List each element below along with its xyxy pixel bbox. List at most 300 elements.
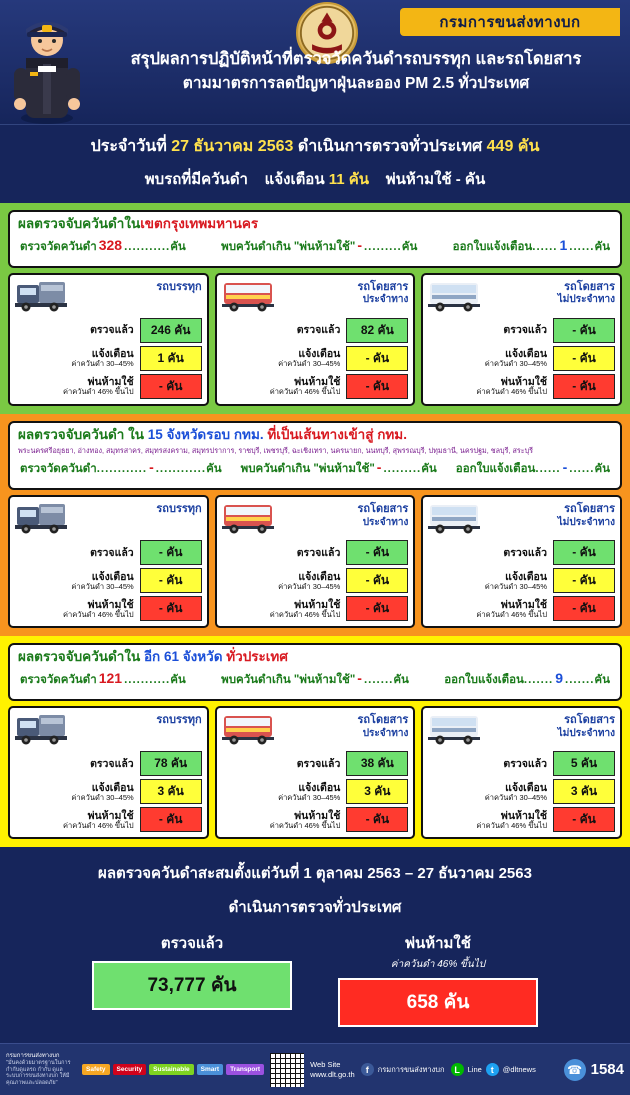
accum-line-1: ผลตรวจควันดำสะสมตั้งแต่วันที่ 1 ตุลาคม 2563 – 27 ธันวาคม 2563 (98, 865, 532, 883)
row-label-main: พ่นห้ามใช้ (87, 809, 134, 822)
row-label-sub: ค่าควันดำ 30–45% (71, 581, 134, 591)
card-top (428, 279, 615, 315)
row-label (15, 374, 137, 399)
row-inspected (15, 318, 202, 343)
qr-code-icon (270, 1053, 304, 1087)
row-label-main: พ่นห้ามใช้ (294, 376, 341, 389)
tag-safety: Safety (82, 1064, 110, 1075)
stat-unit: คัน (594, 674, 610, 687)
stat-dots: ...... (532, 240, 558, 253)
row-label (428, 346, 550, 371)
tag-transport: Transport (226, 1064, 264, 1075)
tag-sustainable: Sustainable (149, 1064, 193, 1075)
row-label-main: แจ้งเตือน (505, 781, 548, 794)
row-value: - คัน (553, 596, 615, 621)
row-label-main: แจ้งเตือน (505, 570, 548, 583)
card-title-main: รถโดยสาร (564, 503, 616, 516)
stat-label: ตรวจวัดควันดำ (20, 674, 97, 687)
card-title-sub: ไม่ประจำทาง (557, 294, 616, 306)
row-label-main: แจ้งเตือน (91, 570, 134, 583)
stat-dots: ........... (124, 240, 171, 253)
card-top (428, 712, 615, 748)
truck-icon (15, 279, 67, 313)
stat-unit: คัน (170, 674, 186, 687)
stat-label: พบควันดำเกิน "พ่นห้ามใช้" (221, 674, 356, 687)
stat-dots: ......... (363, 240, 402, 253)
hotline-number: 1584 (590, 1061, 624, 1079)
row-inspected (222, 540, 409, 565)
summary-date: 27 ธันวาคม 2563 (171, 138, 294, 155)
facebook-name[interactable]: กรมการขนส่งทางบก (377, 1064, 445, 1074)
line-icon[interactable]: L (451, 1063, 464, 1076)
row-label-main: พ่นห้ามใช้ (500, 598, 548, 611)
stat-unit: คัน (170, 240, 186, 253)
row-label-main: แจ้งเตือน (298, 781, 341, 794)
row-label-main: แจ้งเตือน (91, 781, 134, 794)
card-title (71, 712, 202, 727)
card-title (484, 501, 615, 528)
footer-org-slogan: "มั่นคงด้วยมาตรฐานในการกำกับดูแลรถ กำกับ ดูแล ระบบการขนส่งทางบก ให้มีคุณภาพและปลอดภัย" (6, 1060, 71, 1087)
row-label-main: พ่นห้ามใช้ (87, 376, 134, 389)
coach-icon (428, 501, 480, 535)
stat-value: 9 (555, 670, 564, 687)
title-highlight: 15 จังหวัดรอบ กทม. (147, 426, 264, 442)
card-title-main: รถโดยสาร (564, 714, 616, 727)
stat-value: 1 (559, 236, 568, 253)
summary-total: 449 คัน (486, 138, 540, 155)
department-badge: กรมการขนส่งทางบก (400, 8, 620, 36)
accum-col-2-head: พ่นห้ามใช้ (405, 935, 471, 953)
page-title-line2: ตามมาตรการลดปัญหาฝุ่นละออง PM 2.5 ทั่วประเทศ (182, 74, 530, 92)
tag-security: Security (113, 1064, 147, 1075)
summary-found-label: พบรถที่มีควันดำ (144, 171, 248, 188)
tag-smart: Smart (197, 1064, 223, 1075)
row-label-main: ตรวจแล้ว (296, 757, 341, 770)
card-bus-scheduled (215, 273, 416, 406)
row-label-sub: ค่าควันดำ 46% ขึ้นไป (476, 387, 548, 397)
row-value: - คัน (553, 346, 615, 371)
row-label (15, 779, 137, 804)
row-label-main: ตรวจแล้ว (296, 324, 341, 337)
row-label-sub: ค่าควันดำ 30–45% (484, 581, 548, 591)
row-value: - คัน (346, 568, 408, 593)
row-label (222, 346, 344, 371)
row-value: - คัน (346, 596, 408, 621)
website-url[interactable]: www.dlt.go.th (310, 1069, 355, 1079)
bus-icon (222, 501, 274, 535)
stat-inspected (20, 670, 186, 689)
card-title-main: รถโดยสาร (357, 714, 409, 727)
accum-col-2-sub: ค่าควันดำ 46% ขึ้นไป (390, 959, 486, 971)
row-label-sub: ค่าควันดำ 30–45% (71, 792, 134, 802)
stat-unit: คัน (206, 463, 222, 476)
row-warning (428, 568, 615, 593)
row-value: 82 คัน (346, 318, 408, 343)
stat-unit: คัน (594, 240, 610, 253)
card-bus-nonscheduled (421, 495, 622, 628)
row-value: - คัน (346, 540, 408, 565)
footer-org (6, 1053, 76, 1087)
stat-label: พบควันดำเกิน "พ่นห้ามใช้" (240, 463, 375, 476)
row-label-main: ตรวจแล้ว (296, 546, 341, 559)
stat-dots: ............ (96, 463, 148, 476)
card-title-main: รถบรรทุก (156, 714, 202, 727)
accum-col-2-value: 658 คัน (338, 978, 538, 1027)
summary-line-2 (0, 167, 630, 191)
card-top (222, 279, 409, 315)
footer-social[interactable] (361, 1063, 445, 1076)
row-label-sub: ค่าควันดำ 30–45% (278, 792, 341, 802)
stat-dots-2: ....... (565, 674, 595, 687)
bus-icon (222, 712, 274, 746)
card-title-sub: ไม่ประจำทาง (557, 727, 616, 739)
row-banned (428, 374, 615, 399)
stat-unit: คัน (594, 463, 610, 476)
section-61-provinces (0, 636, 630, 847)
row-label-sub: ค่าควันดำ 46% ขึ้นไป (476, 609, 548, 619)
stat-label: ออกใบแจ้งเตือน (452, 240, 533, 253)
summary-warn-label: แจ้งเตือน (264, 171, 325, 188)
row-label (15, 540, 137, 565)
row-label (15, 596, 137, 621)
row-value: - คัน (346, 374, 408, 399)
section-15-province-list: พระนครศรีอยุธยา, อ่างทอง, สมุทรสาคร, สมุทรสงคราม, สมุทรปราการ, ราชบุรี, เพชรบุรี, ฉะเชิงเทรา, นครนายก, นนทบุรี, สุพรรณบุรี, ปทุมธานี, นครปฐม, ชลบุรี, สระบุรี (18, 445, 533, 455)
row-banned (428, 807, 615, 832)
row-label-sub: ค่าควันดำ 46% ขึ้นไป (269, 387, 341, 397)
row-label-sub: ค่าควันดำ 46% ขึ้นไป (476, 820, 548, 830)
coach-icon (428, 712, 480, 746)
card-title-sub: ประจำทาง (362, 516, 409, 528)
summary-mid: ดำเนินการตรวจทั่วประเทศ (293, 138, 487, 155)
stat-dots: ........... (124, 674, 171, 687)
footer-tags (82, 1064, 264, 1075)
summary-ban-label: พ่นห้ามใช้ - คัน (385, 171, 486, 188)
row-label-sub: ค่าควันดำ 30–45% (71, 359, 134, 369)
section-61-cards (8, 706, 622, 839)
row-label-sub: ค่าควันดำ 30–45% (484, 359, 548, 369)
stat-unit: คัน (393, 674, 409, 687)
section-15-header (8, 421, 622, 491)
row-inspected (428, 540, 615, 565)
row-label (15, 346, 137, 371)
row-value: - คัน (346, 346, 408, 371)
stat-unit: คัน (421, 463, 437, 476)
row-label-main: ตรวจแล้ว (503, 757, 548, 770)
row-value: 38 คัน (346, 751, 408, 776)
card-truck (8, 273, 209, 406)
title-prefix: ผลตรวจจับควันดำใน (18, 216, 141, 231)
card-top (222, 501, 409, 537)
title-prefix: ผลตรวจจับควันดำใน (18, 649, 144, 665)
stat-exceeded (221, 670, 409, 689)
row-value: 5 คัน (553, 751, 615, 776)
row-label-main: ตรวจแล้ว (503, 324, 548, 337)
title-highlight: อีก 61 จังหวัด (143, 649, 223, 665)
row-label-sub: ค่าควันดำ 46% ขึ้นไป (63, 387, 134, 397)
daily-summary (0, 124, 630, 203)
row-warning (222, 346, 409, 371)
section-15-title (18, 427, 612, 444)
row-banned (428, 596, 615, 621)
section-bangkok-cards (8, 273, 622, 406)
stat-label: ตรวจวัดควันดำ (20, 240, 97, 253)
row-label (428, 779, 550, 804)
row-value: 3 คัน (553, 779, 615, 804)
row-label-main: พ่นห้ามใช้ (500, 809, 548, 822)
stat-inspected (20, 459, 222, 478)
card-title-sub: ประจำทาง (362, 727, 409, 739)
card-title (278, 501, 409, 528)
stat-label: ออกใบแจ้งเตือน (455, 463, 536, 476)
summary-line-1 (0, 134, 630, 159)
card-title (71, 501, 202, 516)
stat-value: - (376, 459, 382, 476)
phone-icon: ☎ (564, 1059, 586, 1081)
row-value: 1 คัน (140, 346, 202, 371)
card-title (278, 279, 409, 306)
row-label-main: ตรวจแล้ว (90, 324, 134, 337)
footer-bar (0, 1043, 630, 1095)
row-label (222, 374, 344, 399)
stat-value: 121 (98, 670, 123, 687)
row-label-main: พ่นห้ามใช้ (294, 809, 341, 822)
stat-value: 328 (98, 236, 123, 253)
accum-columns (10, 931, 620, 1027)
card-top (15, 712, 202, 748)
row-warning (15, 779, 202, 804)
row-warning (222, 779, 409, 804)
row-value: - คัน (553, 568, 615, 593)
section-bangkok-title (18, 216, 612, 233)
row-warning (15, 346, 202, 371)
section-bangkok (0, 203, 630, 414)
card-bus-scheduled (215, 495, 416, 628)
row-value: - คัน (553, 540, 615, 565)
footer-website[interactable] (310, 1060, 355, 1080)
row-value: - คัน (140, 596, 202, 621)
twitter-handle[interactable]: @dltnews (502, 1065, 536, 1075)
row-label (222, 318, 344, 343)
stat-dots-2: ............ (155, 463, 207, 476)
row-label (428, 374, 550, 399)
summary-warn-value: 11 คัน (328, 171, 370, 188)
card-title-main: รถโดยสาร (357, 280, 409, 293)
row-value: 246 คัน (140, 318, 202, 343)
row-label (222, 779, 344, 804)
card-title-sub: ไม่ประจำทาง (557, 516, 616, 528)
title-highlight: เขตกรุงเทพมหานคร (140, 216, 259, 231)
truck-icon (15, 501, 67, 535)
section-15-stats (20, 459, 610, 478)
row-banned (222, 374, 409, 399)
section-15-provinces (0, 414, 630, 637)
stat-dots-2: ...... (569, 240, 595, 253)
stat-label: ออกใบแจ้งเตือน (444, 674, 524, 687)
card-truck (8, 495, 209, 628)
card-title (278, 712, 409, 739)
row-label-sub: ค่าควันดำ 46% ขึ้นไป (63, 820, 134, 830)
row-label-sub: ค่าควันดำ 30–45% (278, 581, 341, 591)
row-label-main: แจ้งเตือน (91, 348, 134, 361)
stat-value: - (149, 459, 154, 476)
row-inspected (15, 540, 202, 565)
stat-dots: ....... (363, 674, 394, 687)
row-value: - คัน (140, 568, 202, 593)
row-label (428, 751, 550, 776)
row-label-sub: ค่าควันดำ 30–45% (278, 359, 341, 369)
accumulated-summary (0, 847, 630, 1043)
section-15-cards (8, 495, 622, 628)
row-inspected (222, 318, 409, 343)
row-label (15, 751, 137, 776)
row-banned (15, 807, 202, 832)
stat-exceeded (221, 237, 417, 256)
stat-value: - (357, 236, 362, 253)
card-bus-nonscheduled (421, 273, 622, 406)
row-label (428, 596, 550, 621)
stat-warnings (453, 237, 610, 256)
card-top (222, 712, 409, 748)
footer-org-name: กรมการขนส่งทางบก (6, 1053, 60, 1060)
row-label (15, 807, 137, 832)
row-label (222, 807, 344, 832)
stat-dots: ...... (535, 463, 561, 476)
row-banned (15, 374, 202, 399)
card-bus-scheduled (215, 706, 416, 839)
row-inspected (15, 751, 202, 776)
footer-social-2[interactable] (451, 1063, 536, 1076)
row-label (222, 751, 344, 776)
row-banned (15, 596, 202, 621)
facebook-icon[interactable]: f (361, 1063, 374, 1076)
truck-icon (15, 712, 67, 746)
card-top (15, 279, 202, 315)
accum-col-banned (338, 931, 538, 1027)
row-value: 3 คัน (140, 779, 202, 804)
row-label-sub: ค่าควันดำ 46% ขึ้นไป (269, 820, 341, 830)
accum-line-2: ดำเนินการตรวจทั่วประเทศ (228, 899, 402, 917)
row-value: - คัน (553, 318, 615, 343)
section-bangkok-header (8, 210, 622, 268)
card-top (428, 501, 615, 537)
row-label-main: แจ้งเตือน (298, 570, 341, 583)
row-label-main: ตรวจแล้ว (503, 546, 548, 559)
row-banned (222, 596, 409, 621)
stat-value: - (562, 459, 568, 476)
row-banned (222, 807, 409, 832)
stat-value: - (357, 670, 362, 687)
row-value: - คัน (140, 540, 202, 565)
row-value: - คัน (140, 807, 202, 832)
bus-icon (222, 279, 274, 313)
row-warning (15, 568, 202, 593)
card-title-main: รถโดยสาร (564, 280, 616, 293)
header-title (86, 48, 626, 95)
card-truck (8, 706, 209, 839)
card-title-main: รถบรรทุก (156, 280, 202, 293)
stat-warnings (444, 670, 610, 689)
row-label-main: พ่นห้ามใช้ (500, 376, 548, 389)
row-warning (222, 568, 409, 593)
row-label (222, 596, 344, 621)
card-title (71, 279, 202, 294)
row-label (428, 318, 550, 343)
section-bangkok-stats (20, 237, 610, 256)
row-label-main: พ่นห้ามใช้ (87, 598, 134, 611)
row-value: - คัน (140, 374, 202, 399)
line-label: Line (467, 1065, 482, 1075)
row-inspected (428, 318, 615, 343)
website-label: Web Site (310, 1060, 341, 1070)
row-label (428, 568, 550, 593)
stat-dots: ......... (383, 463, 422, 476)
accum-col-1-value: 73,777 คัน (92, 961, 292, 1010)
row-label (428, 807, 550, 832)
section-61-stats (20, 670, 610, 689)
card-title (484, 712, 615, 739)
row-inspected (222, 751, 409, 776)
card-bus-nonscheduled (421, 706, 622, 839)
row-value: 78 คัน (140, 751, 202, 776)
officer-illustration (6, 6, 88, 124)
page-title-line1: สรุปผลการปฏิบัติหน้าที่ตรวจวัดควันดำรถบรรทุก และรถโดยสาร (130, 50, 582, 68)
row-label-sub: ค่าควันดำ 46% ขึ้นไป (63, 609, 134, 619)
title-suffix: ทั่วประเทศ (222, 649, 288, 665)
stat-label: ตรวจวัดควันดำ (20, 463, 97, 476)
stat-label: พบควันดำเกิน "พ่นห้ามใช้" (221, 240, 356, 253)
row-label-sub: ค่าควันดำ 30–45% (484, 792, 548, 802)
twitter-icon[interactable]: t (486, 1063, 499, 1076)
row-label-main: แจ้งเตือน (298, 348, 341, 361)
accum-col-1-head: ตรวจแล้ว (160, 935, 224, 953)
stat-inspected (20, 237, 186, 256)
row-label-main: ตรวจแล้ว (90, 757, 134, 770)
stat-dots: ....... (523, 674, 554, 687)
card-title (484, 279, 615, 306)
title-prefix: ผลตรวจจับควันดำ ใน (18, 426, 148, 442)
row-warning (428, 779, 615, 804)
coach-icon (428, 279, 480, 313)
accum-col-inspected (92, 931, 292, 1027)
row-label (15, 318, 137, 343)
row-label (222, 540, 344, 565)
row-label-main: แจ้งเตือน (505, 348, 548, 361)
stat-unit: คัน (401, 240, 418, 253)
row-label-main: พ่นห้ามใช้ (294, 598, 341, 611)
stat-warnings (456, 459, 610, 478)
title-suffix: ที่เป็นเส้นทางเข้าสู่ กทม. (263, 426, 407, 442)
header (0, 0, 630, 124)
row-label-main: ตรวจแล้ว (90, 546, 134, 559)
stat-dots-2: ...... (569, 463, 595, 476)
section-61-header (8, 643, 622, 701)
row-value: - คัน (553, 374, 615, 399)
card-title-main: รถบรรทุก (156, 503, 202, 516)
footer-hotline (564, 1059, 624, 1081)
card-title-main: รถโดยสาร (357, 503, 409, 516)
row-value: - คัน (346, 807, 408, 832)
card-title-sub: ประจำทาง (362, 294, 409, 306)
row-warning (428, 346, 615, 371)
row-inspected (428, 751, 615, 776)
stat-exceeded (241, 459, 437, 478)
row-label (428, 540, 550, 565)
row-label (15, 568, 137, 593)
row-label-sub: ค่าควันดำ 46% ขึ้นไป (269, 609, 341, 619)
card-top (15, 501, 202, 537)
row-value: - คัน (553, 807, 615, 832)
summary-date-prefix: ประจำวันที่ (90, 138, 172, 155)
